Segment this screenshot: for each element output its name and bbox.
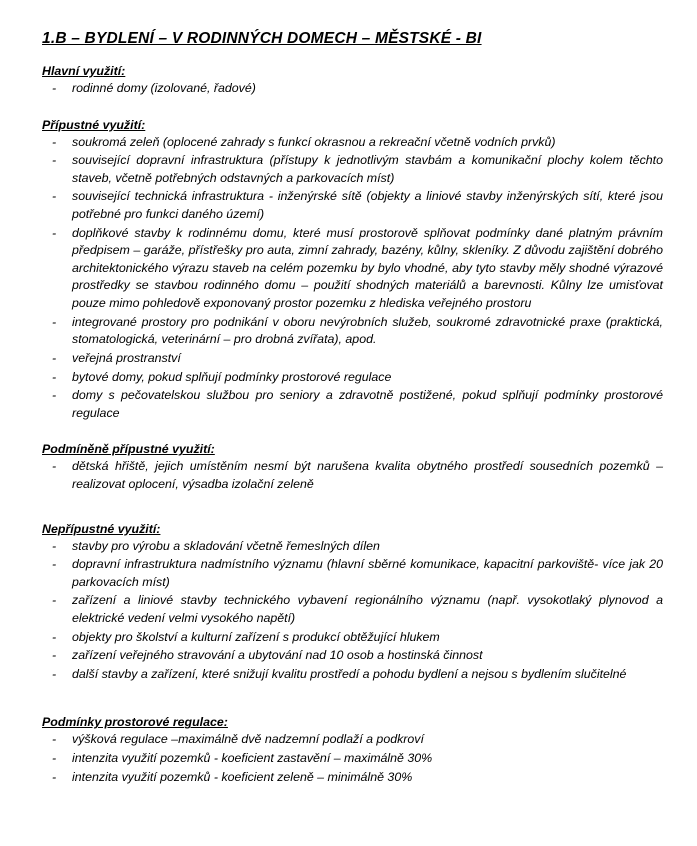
section-heading: Hlavní využití: <box>42 64 126 78</box>
section-item-list <box>42 134 663 423</box>
list-item: - související dopravní infrastruktura (přístupy k jednotlivým stavbám a komunikační plochy kolem těchto staveb, včetně potřebných odstavných a parkovacích míst) <box>42 152 663 187</box>
spacer <box>42 685 663 705</box>
list-item: - dopravní infrastruktura nadmístního významu (hlavní sběrné komunikace, kapacitní parkoviště- více jak 20 parkovacích míst) <box>42 556 663 591</box>
section-nepripustne-vyuziti <box>42 522 663 684</box>
section-podminky-prostorove-regulace <box>42 715 663 786</box>
list-item: - zařízení veřejného stravování a ubytování nad 10 osob a hostinská činnost <box>42 647 663 665</box>
section-item-list <box>42 80 663 98</box>
list-item: - rodinné domy (izolované, řadové) <box>42 80 663 98</box>
list-item: - doplňkové stavby k rodinnému domu, které musí prostorově splňovat podmínky dané platným právním předpisem – garáže, přístřešky pro auta, zimní zahrady, bazény, kůlny, skleníky. Z důvodu zajištění dobrého architektonického výrazu staveb na celém pozemku by bylo vhodné, aby tyto stavby měly shodné výrazové prostředky se stavbou rodinného domu – použití shodných materiálů a barevnosti. Kůlny lze umisťovat pouze mimo pohledově exponovaný prostor pozemku z hlediska veřejného prostoru <box>42 225 663 313</box>
list-item: - soukromá zeleň (oplocené zahrady s funkcí okrasnou a rekreační včetně vodních prvků) <box>42 134 663 152</box>
spacer <box>42 496 663 510</box>
section-item-list <box>42 538 663 684</box>
page-title: 1.B – BYDLENÍ – V RODINNÝCH DOMECH – MĚSTSKÉ - BI <box>42 30 482 47</box>
list-item: - výšková regulace –maximálně dvě nadzemní podlaží a podkroví <box>42 731 663 749</box>
list-item: - související technická infrastruktura - inženýrské sítě (objekty a liniové stavby inženýrských sítí, které jsou potřebné pro funkci daného území) <box>42 188 663 223</box>
list-item: - objekty pro školství a kulturní zařízení s produkcí obtěžující hlukem <box>42 629 663 647</box>
section-heading: Podmíněně přípustné využití: <box>42 442 215 457</box>
section-heading: Přípustné využití: <box>42 117 146 132</box>
list-item: - dětská hřiště, jejich umístěním nesmí být narušena kvalita obytného prostředí sousedních pozemků – realizovat oplocení, výsadba izolační zeleně <box>42 458 663 493</box>
list-item: - intenzita využití pozemků - koeficient zeleně – minimálně 30% <box>42 769 663 787</box>
section-pripustne-vyuziti <box>42 118 663 423</box>
list-item: - zařízení a liniové stavby technického vybavení regionálního významu (např. vysokotlaký plynovod a elektrické vedení velmi vysokého napětí) <box>42 592 663 627</box>
list-item: - intenzita využití pozemků - koeficient zastavění – maximálně 30% <box>42 750 663 768</box>
section-item-list <box>42 458 663 493</box>
list-item: - stavby pro výrobu a skladování včetně řemeslných dílen <box>42 538 663 556</box>
spacer <box>42 424 663 430</box>
section-heading: Nepřípustné využití: <box>42 521 161 536</box>
list-item: - veřejná prostranství <box>42 350 663 368</box>
list-item: - integrované prostory pro podnikání v oboru nevýrobních služeb, soukromé zdravotnické praxe (praktická, stomatologická, veterinární – pro drobná zvířata), apod. <box>42 314 663 349</box>
list-item: - domy s pečovatelskou službou pro seniory a zdravotně postižené, pokud splňují podmínky prostorové regulace <box>42 387 663 422</box>
section-item-list <box>42 731 663 786</box>
section-podminene-pripustne-vyuziti <box>42 442 663 493</box>
spacer <box>42 100 663 106</box>
list-item: - bytové domy, pokud splňují podmínky prostorové regulace <box>42 369 663 387</box>
section-heading: Podmínky prostorové regulace: <box>42 715 228 730</box>
section-hlavni-vyuziti <box>42 64 663 98</box>
list-item: - další stavby a zařízení, které snižují kvalitu prostředí a pohodu bydlení a nejsou s bydlením slučitelné <box>42 666 663 684</box>
